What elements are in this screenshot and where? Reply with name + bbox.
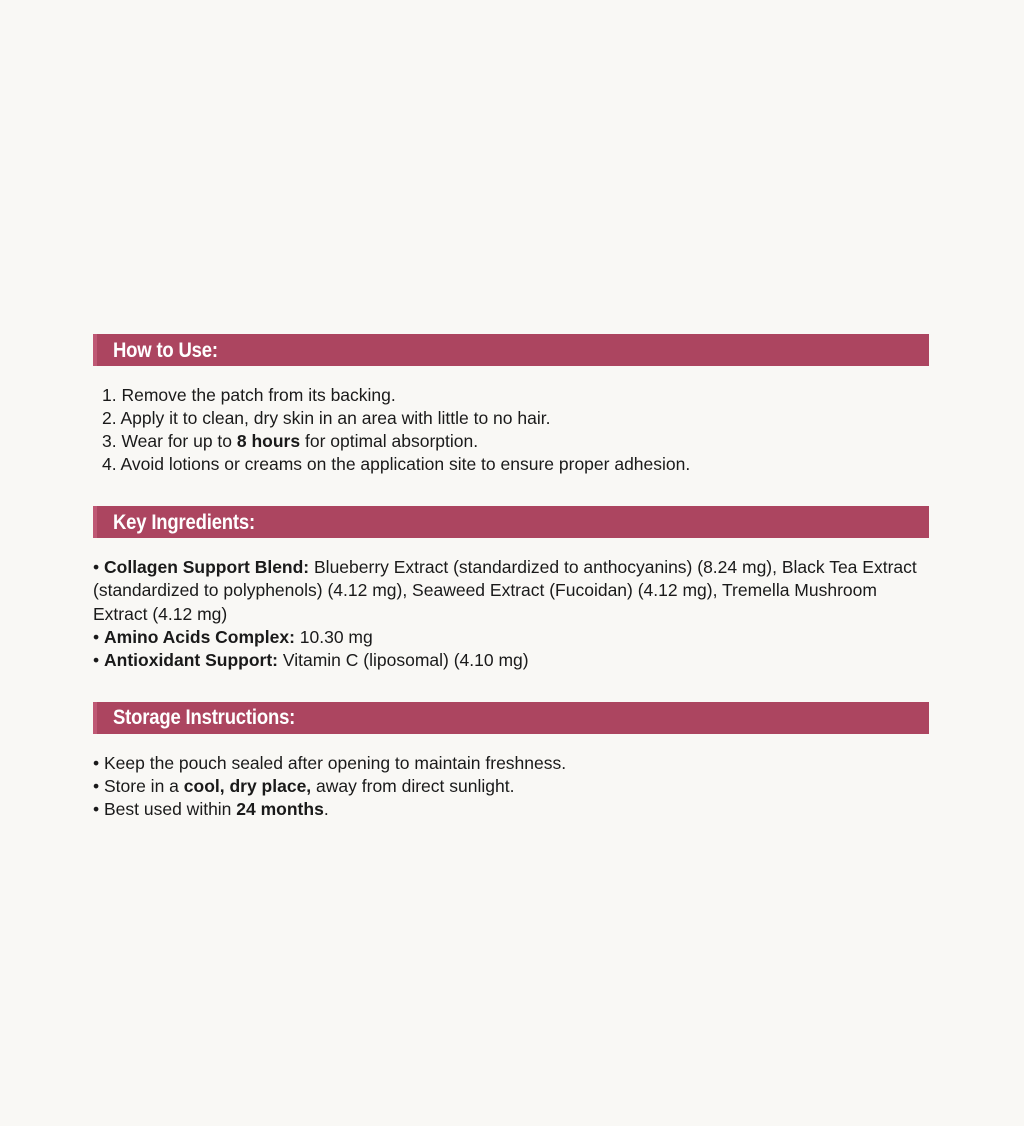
how-to-use-step-3-text: 3. Wear for up to 8 hours for optimal absorption. xyxy=(102,431,479,452)
section-title-key-ingredients: Key Ingredients: xyxy=(113,510,255,534)
list-item xyxy=(93,407,929,430)
label-content xyxy=(93,334,929,821)
list-item xyxy=(93,384,929,407)
section-header-storage-instructions xyxy=(93,702,929,734)
storage-note-1: • Keep the pouch sealed after opening to maintain freshness. xyxy=(93,752,567,773)
ingredient-collagen-support-blend: • Collagen Support Blend: Blueberry Extract (standardized to anthocyanins) (8.24 mg), Black Tea Extract (standardized to polyphenols) (4.12 mg), Seaweed Extract (Fucoidan) (4.12 mg), Tremella Mushroom Extract (4.12 mg) xyxy=(93,557,917,624)
section-title-storage-instructions: Storage Instructions: xyxy=(113,706,296,730)
section-header-how-to-use xyxy=(93,334,929,366)
how-to-use-step-4-text: 4. Avoid lotions or creams on the application site to ensure proper adhesion. xyxy=(102,454,691,475)
how-to-use-step-1-text: 1. Remove the patch from its backing. xyxy=(102,385,396,405)
list-item xyxy=(93,798,929,821)
list-item xyxy=(93,556,929,625)
section-spacer xyxy=(93,672,929,702)
how-to-use-step-2-text: 2. Apply it to clean, dry skin in an area with little to no hair. xyxy=(102,408,551,429)
list-item xyxy=(93,649,929,672)
key-ingredients-list xyxy=(93,556,929,671)
ingredient-amino-acids-complex: • Amino Acids Complex: 10.30 mg xyxy=(93,626,373,647)
section-header-key-ingredients xyxy=(93,506,929,538)
list-item xyxy=(93,453,929,476)
list-item xyxy=(93,775,929,798)
list-item xyxy=(93,752,929,775)
ingredient-antioxidant-support: • Antioxidant Support: Vitamin C (liposomal) (4.10 mg) xyxy=(93,649,529,670)
list-item xyxy=(93,430,929,453)
how-to-use-list xyxy=(93,384,929,476)
section-spacer xyxy=(93,476,929,506)
section-title-how-to-use: How to Use: xyxy=(113,338,218,362)
storage-note-3: • Best used within 24 months. xyxy=(93,799,329,820)
list-item xyxy=(93,626,929,649)
storage-note-2: • Store in a cool, dry place, away from direct sunlight. xyxy=(93,775,515,796)
storage-instructions-list xyxy=(93,752,929,821)
